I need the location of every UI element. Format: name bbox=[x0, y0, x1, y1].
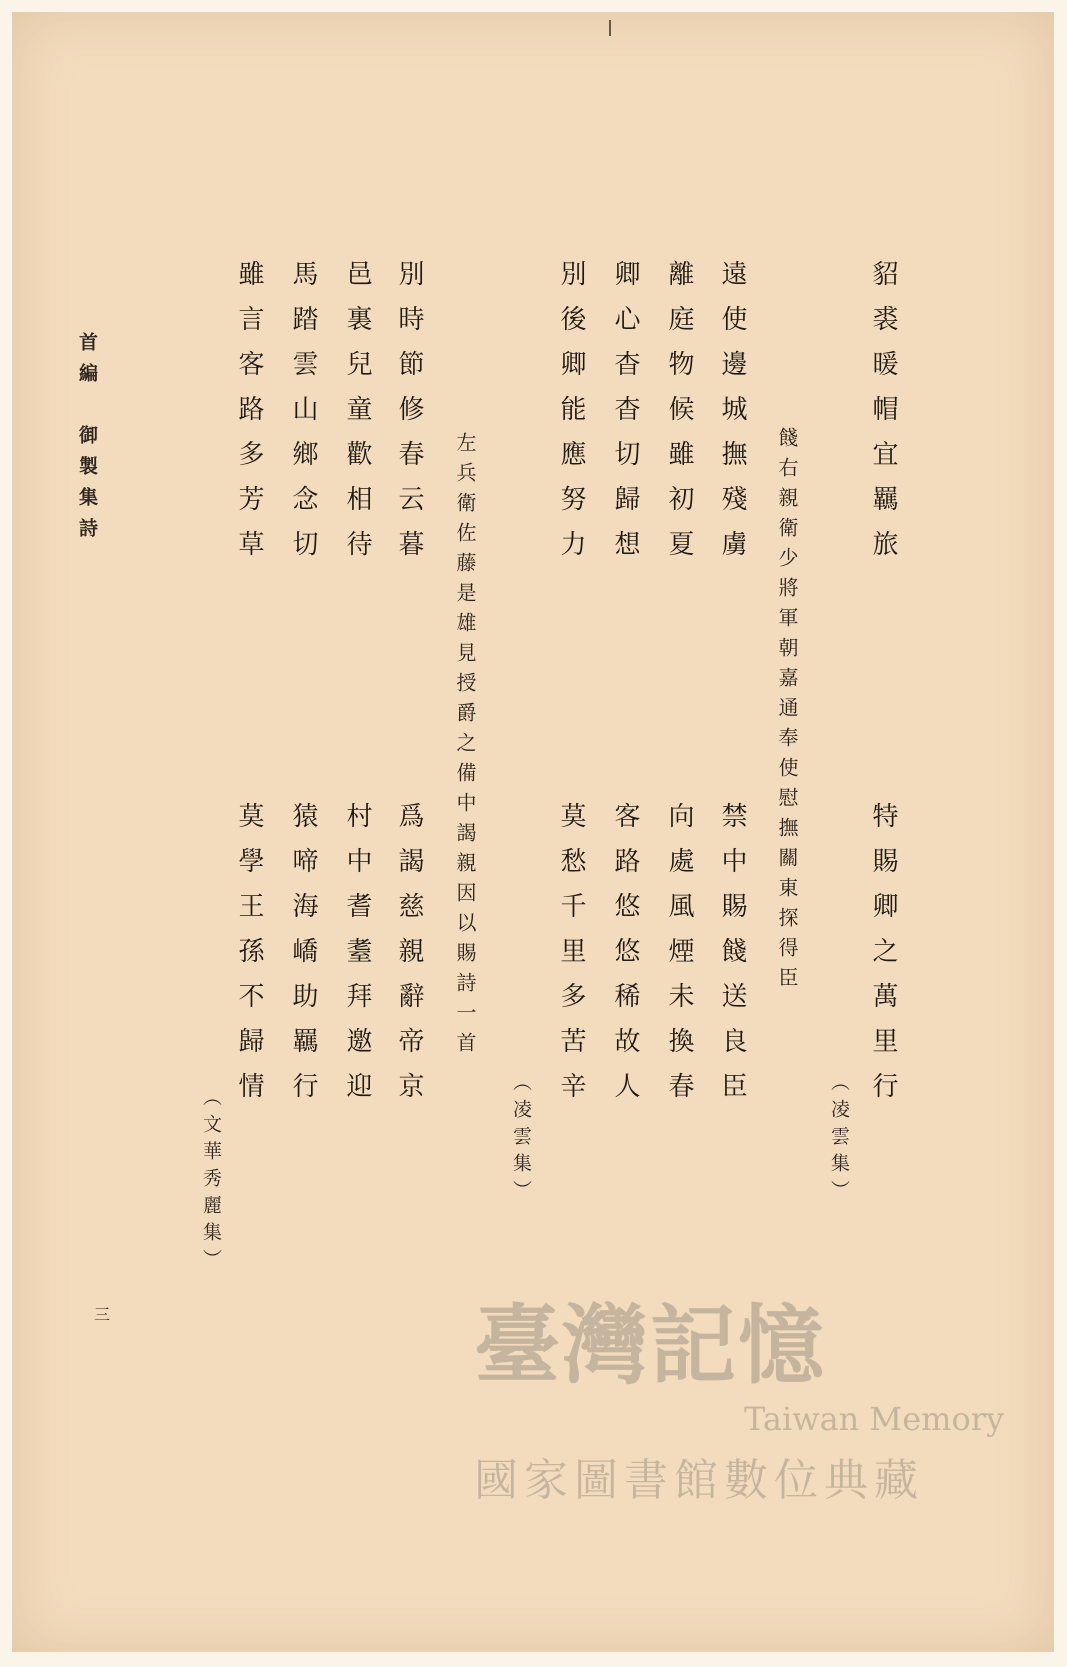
poem2-line-4b: 莫學王孫不歸情 bbox=[234, 802, 264, 1117]
poem1-preface: 餞右親衛少將軍朝嘉通奉使慰撫關東探得臣 bbox=[775, 427, 799, 997]
poem1-title-line1: 貂裘暖帽宜羈旅 bbox=[868, 260, 898, 575]
fold-mark bbox=[609, 20, 611, 36]
page-number: 三 bbox=[94, 1305, 111, 1324]
side-header: 首編 御製集詩 bbox=[76, 332, 98, 549]
poem1-line-3a: 卿心杳杳切歸想 bbox=[610, 260, 640, 575]
poem2-line-2b: 村中耆耋拜邀迎 bbox=[342, 802, 372, 1117]
poem1-line-1a: 遠使邊城撫殘虜 bbox=[717, 260, 747, 575]
poem1-line-2b: 向處風煙未換春 bbox=[664, 802, 694, 1117]
poem2-line-3a: 馬踏雲山鄉念切 bbox=[288, 260, 318, 575]
poem2-line-1a: 別時節修春云暮 bbox=[394, 260, 424, 575]
poem1-line-4b: 莫愁千里多苦辛 bbox=[556, 802, 586, 1117]
poem2-line-1b: 爲謁慈親辭帝京 bbox=[394, 802, 424, 1117]
poem1-line-1b: 禁中賜餞送良臣 bbox=[717, 802, 747, 1117]
poem1-source: （凌雲集） bbox=[828, 1072, 850, 1207]
watermark-chinese: 國家圖書館數位典藏 bbox=[474, 1455, 924, 1506]
watermark-english: Taiwan Memory bbox=[744, 1400, 1005, 1438]
poem2-line-3b: 猿啼海嶠助羈行 bbox=[288, 802, 318, 1117]
poem1-line-4a: 別後卿能應努力 bbox=[556, 260, 586, 575]
poem1-title-line2: 特賜卿之萬里行 bbox=[868, 802, 898, 1117]
poem1-line-2a: 離庭物候雖初夏 bbox=[664, 260, 694, 575]
poem2-preface: 左兵衛佐藤是雄見授爵之備中謁親因以賜詩一首 bbox=[453, 432, 477, 1062]
poem2-source: （凌雲集） bbox=[510, 1072, 532, 1207]
watermark-title: 臺灣記憶 bbox=[474, 1295, 826, 1396]
page-sheet bbox=[12, 12, 1054, 1652]
poem1-line-3b: 客路悠悠稀故人 bbox=[610, 802, 640, 1117]
watermark bbox=[474, 1276, 1014, 1536]
side-source: （文華秀麗集） bbox=[200, 1087, 222, 1276]
poem2-line-4a: 雖言客路多芳草 bbox=[234, 260, 264, 575]
poem2-line-2a: 邑裏兒童歡相待 bbox=[342, 260, 372, 575]
